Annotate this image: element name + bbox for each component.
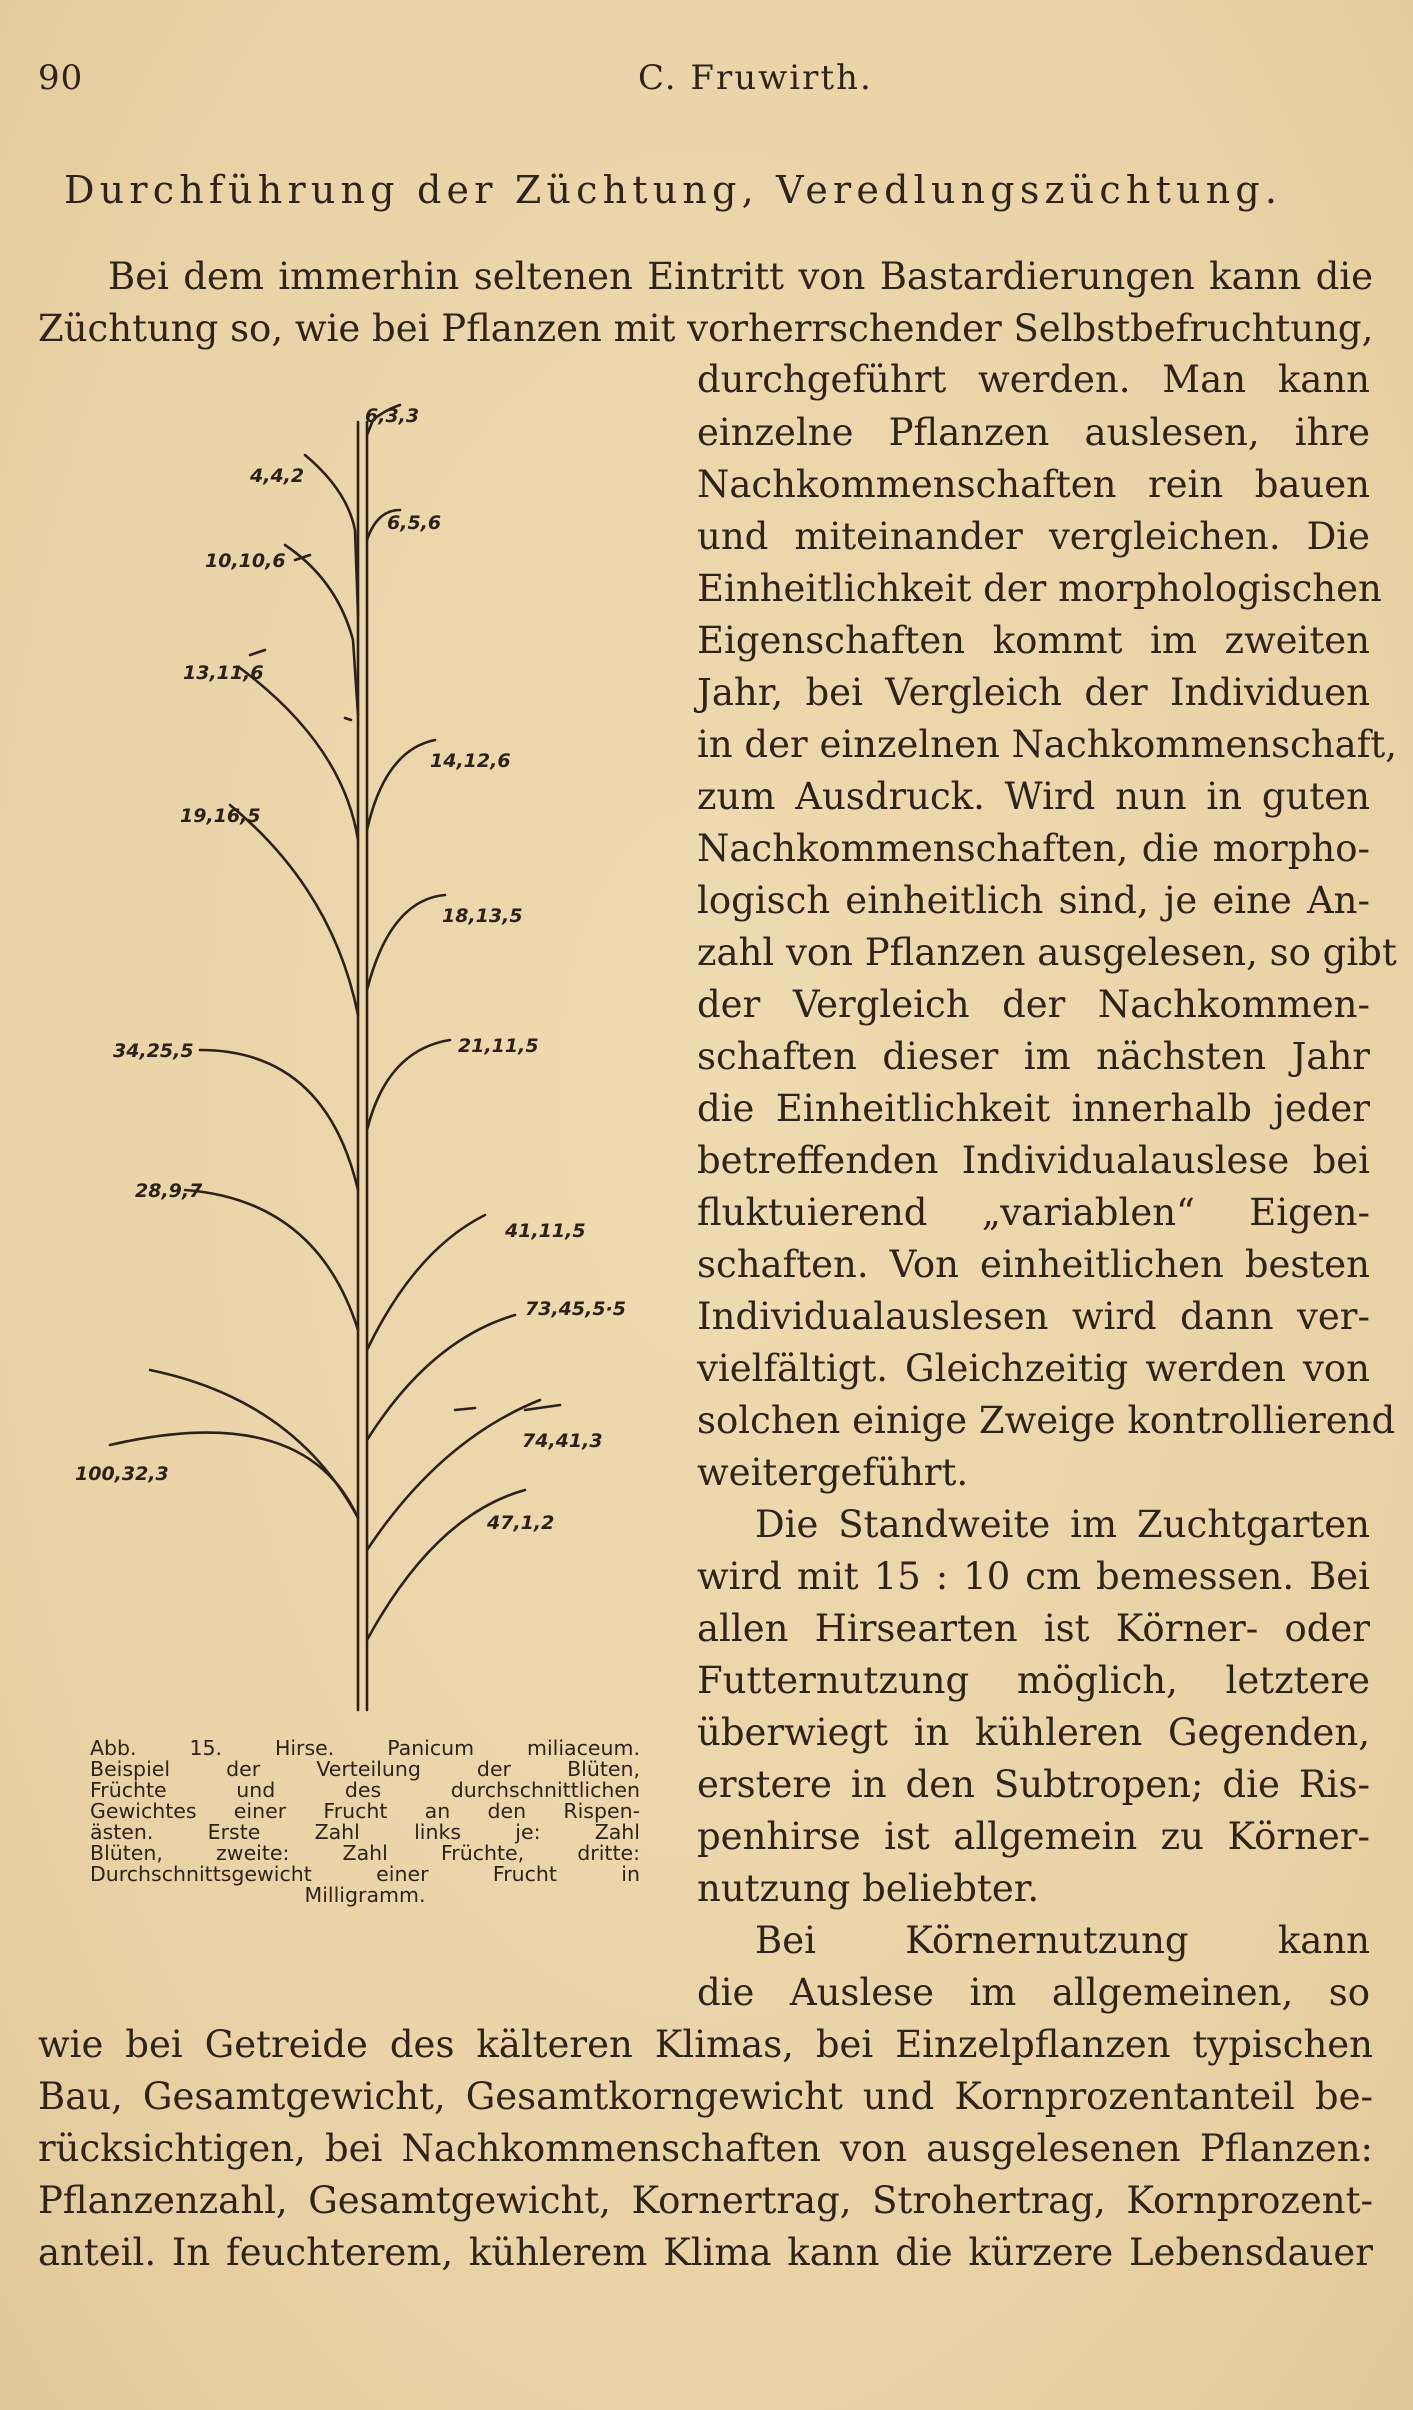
page-header — [38, 58, 1375, 108]
text-line: Pflanzenzahl, Gesamtgewicht, Kornertrag, Strohertrag, Kornprozent- — [38, 2179, 1373, 2222]
figure-panicle-diagram — [55, 400, 655, 1720]
text-line: Nachkommenschaften rein bauen — [697, 463, 1370, 506]
text-line: durchgeführt werden. Man kann — [697, 358, 1370, 401]
branch-label: 47,1,2 — [487, 1512, 555, 1534]
text-line: die Auslese im allgemeinen, so — [697, 1971, 1370, 2014]
branch-label: 13,11,6 — [183, 662, 264, 684]
text-line: zum Ausdruck. Wird nun in guten — [697, 775, 1370, 818]
text-line: die Einheitlichkeit innerhalb jeder — [697, 1087, 1370, 1130]
section-title: Durchführung der Züchtung, Veredlungszüchtung. — [64, 168, 1283, 212]
page-number: 90 — [38, 58, 84, 98]
caption-line: Beispiel der Verteilung der Blüten, — [90, 1757, 640, 1781]
text-line: wird mit 15 : 10 cm bemessen. Bei — [697, 1555, 1370, 1598]
text-line: anteil. In feuchterem, kühlerem Klima kann die kürzere Lebensdauer — [38, 2231, 1373, 2274]
caption-line: Früchte und des durchschnittlichen — [90, 1778, 640, 1802]
caption-line: Abb. 15. Hirse. Panicum miliaceum. — [90, 1736, 640, 1760]
text-line: Bau, Gesamtgewicht, Gesamtkorngewicht und Kornprozentanteil be- — [38, 2075, 1373, 2118]
branch-label: 73,45,5·5 — [525, 1298, 626, 1320]
text-line: überwiegt in kühleren Gegenden, — [697, 1711, 1370, 1754]
text-line: penhirse ist allgemein zu Körner- — [697, 1815, 1370, 1858]
text-line: allen Hirsearten ist Körner- oder — [697, 1607, 1370, 1650]
text-line: nutzung beliebter. — [697, 1867, 1040, 1910]
text-line: einzelne Pflanzen auslesen, ihre — [697, 411, 1370, 454]
text-line: weitergeführt. — [697, 1451, 969, 1494]
branch-label: 74,41,3 — [522, 1430, 603, 1452]
text-line: solchen einige Zweige kontrollierend — [697, 1399, 1396, 1442]
branch-label: 10,10,6 — [205, 550, 286, 572]
text-line: Jahr, bei Vergleich der Individuen — [697, 671, 1370, 714]
caption-line: ästen. Erste Zahl links je: Zahl — [90, 1820, 640, 1844]
branch-label: 18,13,5 — [442, 905, 523, 927]
text-line: Züchtung so, wie bei Pflanzen mit vorherrschender Selbstbefruchtung, — [38, 307, 1374, 350]
text-line: der Vergleich der Nachkommen- — [697, 983, 1370, 1026]
branch-label: 14,12,6 — [430, 750, 511, 772]
text-line: erstere in den Subtropen; die Ris- — [697, 1763, 1370, 1806]
text-line: rücksichtigen, bei Nachkommenschaften von ausgelesenen Pflanzen: — [38, 2127, 1373, 2170]
text-line: Die Standweite im Zuchtgarten — [755, 1503, 1370, 1546]
text-line: schaften dieser im nächsten Jahr — [697, 1035, 1370, 1078]
text-line: Eigenschaften kommt im zweiten — [697, 619, 1370, 662]
text-line: wie bei Getreide des kälteren Klimas, bei Einzelpflanzen typischen — [38, 2023, 1373, 2066]
caption-line: Durchschnittsgewicht einer Frucht in — [90, 1862, 640, 1886]
text-line: in der einzelnen Nachkommenschaft, — [697, 723, 1398, 766]
branch-label: 41,11,5 — [505, 1220, 586, 1242]
caption-line: Gewichtes einer Frucht an den Rispen- — [90, 1799, 640, 1823]
text-line: fluktuierend „variablen“ Eigen- — [697, 1191, 1370, 1234]
text-line: logisch einheitlich sind, je eine An- — [697, 879, 1370, 922]
branch-label: 34,25,5 — [113, 1040, 194, 1062]
figure-caption — [90, 1738, 640, 1906]
branch-label: 4,4,2 — [250, 465, 305, 487]
text-line: und miteinander vergleichen. Die — [697, 515, 1370, 558]
branch-label: 6,3,3 — [365, 405, 420, 427]
text-line: Individualauslesen wird dann ver- — [697, 1295, 1370, 1338]
branch-label: 19,16,5 — [180, 805, 261, 827]
branch-label: 21,11,5 — [458, 1035, 539, 1057]
text-line: vielfältigt. Gleichzeitig werden von — [697, 1347, 1370, 1390]
text-line: Bei dem immerhin seltenen Eintritt von Bastardierungen kann die — [108, 255, 1373, 298]
text-line: betreffenden Individualauslese bei — [697, 1139, 1370, 1182]
text-line: Nachkommenschaften, die morpho- — [697, 827, 1370, 870]
text-line: schaften. Von einheitlichen besten — [697, 1243, 1370, 1286]
caption-line: Milligramm. — [304, 1883, 426, 1907]
branch-label: 6,5,6 — [387, 512, 442, 534]
text-line: Futternutzung möglich, letztere — [697, 1659, 1370, 1702]
text-line: Bei Körnernutzung kann — [755, 1919, 1370, 1962]
text-line: Einheitlichkeit der morphologischen — [697, 567, 1382, 610]
text-line: zahl von Pflanzen ausgelesen, so gibt — [697, 931, 1397, 974]
branch-label: 100,32,3 — [75, 1463, 169, 1485]
branch-label: 28,9,7 — [135, 1180, 203, 1202]
caption-line: Blüten, zweite: Zahl Früchte, dritte: — [90, 1841, 640, 1865]
running-author: C. Fruwirth. — [638, 58, 873, 98]
